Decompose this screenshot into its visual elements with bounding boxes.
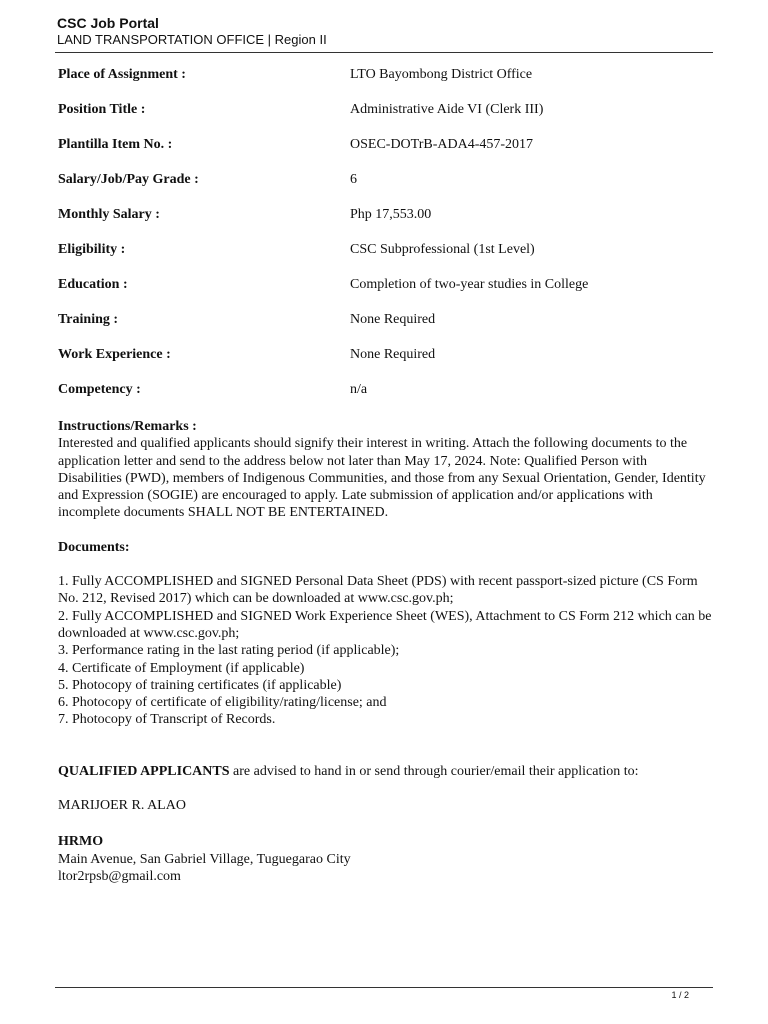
field-row-education	[58, 277, 713, 312]
field-row-experience	[58, 347, 713, 382]
field-row-position	[58, 102, 713, 137]
contact-title: HRMO	[58, 834, 104, 850]
contact-address: Main Avenue, San Gabriel Village, Tuguegarao City	[58, 851, 351, 867]
field-value: Administrative Aide VI (Clerk III)	[350, 102, 544, 117]
field-label: Work Experience :	[58, 347, 171, 362]
office-line: LAND TRANSPORTATION OFFICE | Region II	[57, 32, 327, 47]
field-row-plantilla	[58, 137, 713, 172]
field-value: OSEC-DOTrB-ADA4-457-2017	[350, 137, 534, 152]
documents-heading: Documents:	[58, 539, 130, 555]
instructions-heading: Instructions/Remarks :	[58, 419, 197, 434]
qualified-applicants-label: QUALIFIED APPLICANTS	[58, 763, 230, 779]
list-item: 5. Photocopy of training certificates (if applicable)	[58, 677, 342, 693]
field-row-place	[58, 67, 713, 102]
field-label: Salary/Job/Pay Grade :	[58, 172, 199, 187]
header-divider	[55, 52, 713, 53]
portal-title: CSC Job Portal	[57, 15, 159, 31]
documents-list	[58, 573, 713, 729]
field-label: Monthly Salary :	[58, 207, 160, 222]
field-label: Training :	[58, 312, 119, 327]
list-item: 6. Photocopy of certificate of eligibility/rating/license; and	[58, 695, 387, 711]
field-label: Position Title :	[58, 102, 146, 117]
field-value: None Required	[350, 312, 436, 327]
qualified-applicants-text: are advised to hand in or send through courier/email their application to:	[229, 763, 639, 779]
field-value: CSC Subprofessional (1st Level)	[350, 242, 535, 257]
field-label: Plantilla Item No. :	[58, 137, 173, 152]
list-item: 1. Fully ACCOMPLISHED and SIGNED Personal Data Sheet (PDS) with recent passport-sized picture (CS Form No. 212, Revised 2017) which can be downloaded at www.csc.gov.ph;	[58, 574, 698, 607]
field-value: Completion of two-year studies in College	[350, 277, 589, 292]
field-row-eligibility	[58, 242, 713, 277]
field-row-training	[58, 312, 713, 347]
page-header	[57, 15, 713, 48]
field-row-competency	[58, 382, 713, 417]
footer-divider	[55, 987, 713, 988]
field-value: LTO Bayombong District Office	[350, 67, 533, 82]
list-item: 4. Certificate of Employment (if applicable)	[58, 660, 305, 676]
field-label: Education :	[58, 277, 128, 292]
field-row-grade	[58, 172, 713, 207]
field-value: None Required	[350, 347, 436, 362]
contact-email: ltor2rpsb@gmail.com	[58, 868, 181, 884]
field-value: 6	[350, 172, 357, 187]
instructions-text: Interested and qualified applicants should signify their interest in writing. Attach the following documents to the application letter and send to the address below not later than May 17, 2024. Note: Qualified Person with Disabilities (PWD), members of Indigenous Communities, and those from any Sexual Orientation, Gender, Identity and Expression (SOGIE) are encouraged to apply. Late submission of application and/or applications with incomplete documents SHALL NOT BE ENTERTAINED.	[58, 436, 706, 521]
field-label: Competency :	[58, 382, 141, 397]
list-item: 3. Performance rating in the last rating period (if applicable);	[58, 643, 400, 659]
field-label: Eligibility :	[58, 242, 126, 257]
job-posting-body	[58, 418, 713, 885]
position-details	[58, 67, 713, 417]
contact-name: MARIJOER R. ALAO	[58, 798, 186, 814]
field-row-salary	[58, 207, 713, 242]
field-value: n/a	[350, 382, 368, 397]
list-item: 7. Photocopy of Transcript of Records.	[58, 712, 276, 728]
qualified-applicants-note	[58, 763, 713, 780]
field-value: Php 17,553.00	[350, 207, 432, 222]
page-number: 1 / 2	[671, 990, 689, 1000]
field-label: Place of Assignment :	[58, 67, 186, 82]
list-item: 2. Fully ACCOMPLISHED and SIGNED Work Experience Sheet (WES), Attachment to CS Form 212 which can be downloaded at www.csc.gov.ph;	[58, 608, 712, 641]
